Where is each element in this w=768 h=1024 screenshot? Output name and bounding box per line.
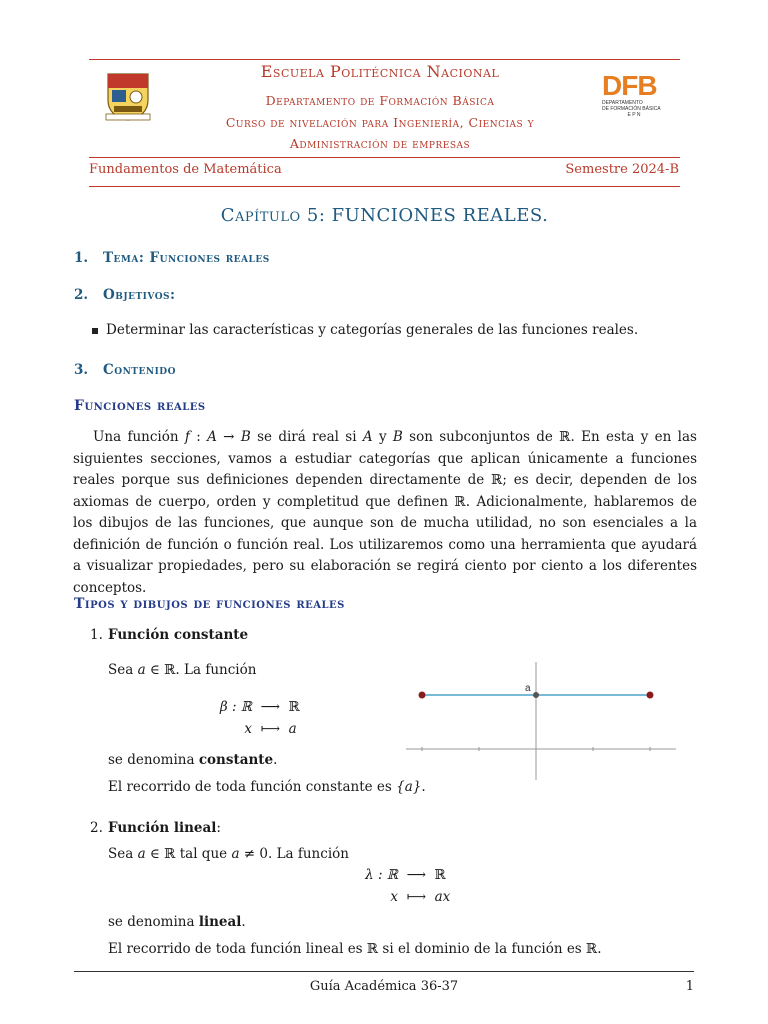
map-var: x: [244, 721, 252, 737]
epn-logo: [104, 70, 152, 122]
item-2-denomina: [108, 914, 246, 930]
footer-rule: [74, 971, 694, 972]
item-2-map-row-2: [356, 886, 450, 908]
intro-text-2: se dirá real si: [250, 429, 363, 445]
intro-paragraph: [73, 427, 697, 599]
item-1-sea-text: Sea: [108, 662, 138, 678]
header-mid-rule: [89, 157, 680, 158]
dfb-logo: [602, 72, 666, 120]
graph-intercept-point: [533, 692, 539, 698]
header-top-rule: [89, 59, 680, 60]
subsection-funciones-reales: Funciones reales: [74, 398, 206, 414]
item-1-denomina: [108, 752, 277, 768]
constant-function-graph: [400, 660, 680, 782]
map2-var: x: [390, 889, 398, 905]
subsection-tipos: Tipos y dibujos de funciones reales: [74, 596, 345, 612]
dfb-logo-line3: E P N: [627, 112, 641, 118]
section-1-title: Tema: Funciones reales: [103, 250, 270, 266]
map2-arrow: ⟶: [406, 867, 426, 883]
dfb-logo-line1: DEPARTAMENTO: [602, 100, 643, 106]
item-1-denomina-bold: constante: [198, 752, 274, 768]
item-2-number: 2.: [90, 820, 103, 836]
item-2-in-text: ∈ ℝ tal que: [145, 846, 232, 862]
math-f: f: [184, 429, 190, 445]
map-domain-label: β : ℝ: [219, 699, 252, 715]
dfb-logo-mark: DFB: [602, 70, 657, 101]
intro-text-3: son subconjuntos de ℝ. En esta y en las siguientes secciones, vamos a estudiar categorías que aplican únicamente a funciones reales porque sus definiciones dependen directamente de ℝ; es decir, dependen de los axiomas de cuerpo, orden y completitud que definen ℝ. Adicionalmente, hablaremos de los dibujos de las funciones, que aunque son de mucha utilidad, no son esenciales a la definición de función o función real. Los utilizaremos como una herramienta que ayudará a visualizar propiedades, pero su elaboración se regirá ciento por ciento a los diferentes conceptos.: [73, 429, 697, 596]
section-3-number: 3.: [74, 362, 89, 378]
map2-value: ax: [434, 889, 451, 905]
item-2-recorrido: El recorrido de toda función lineal es ℝ si el dominio de la función es ℝ.: [108, 941, 602, 957]
math-a-lineal-2: a: [231, 846, 240, 862]
section-1-number: 1.: [74, 250, 89, 266]
math-A-2: A: [362, 429, 373, 445]
item-1-map-row-1: [210, 696, 300, 718]
subject-name: Fundamentos de Matemática: [89, 162, 282, 177]
objective-text: Determinar las características y categorías generales de las funciones reales.: [106, 322, 639, 338]
item-2-mapping: [356, 864, 450, 908]
item-1-in-text: ∈ ℝ. La función: [145, 662, 257, 678]
course-line-1: Curso de nivelación para Ingeniería, Ciencias y: [225, 115, 535, 130]
header-bottom-rule: [89, 186, 680, 187]
section-2-title: Objetivos:: [103, 287, 176, 303]
item-2-denomina-post: .: [241, 914, 246, 930]
section-3-title: Contenido: [103, 362, 176, 378]
math-B: B: [240, 429, 251, 445]
item-2-sea: [108, 846, 349, 862]
item-1-sea: [108, 662, 256, 678]
graph-right-point: [647, 692, 654, 699]
graph-a-label: a: [525, 683, 531, 694]
math-A: A: [207, 429, 217, 445]
map2-domain-label: λ : ℝ: [365, 867, 398, 883]
dfb-logo-line2: DE FORMACIÓN BÁSICA: [602, 106, 661, 112]
item-2-map-row-1: [356, 864, 450, 886]
map-arrow: ⟶: [260, 699, 280, 715]
map-value: a: [288, 721, 297, 737]
section-2-number: 2.: [74, 287, 89, 303]
item-2-neq-text: ≠ 0. La función: [239, 846, 349, 862]
math-a: a: [137, 662, 146, 678]
item-2-title-colon: :: [216, 820, 221, 836]
item-1-denomina-pre: se denomina: [108, 752, 199, 768]
semester-label: Semestre 2024-B: [565, 162, 679, 177]
map2-codomain: ℝ: [434, 867, 446, 883]
chapter-title: Capítulo 5: FUNCIONES REALES.: [220, 205, 549, 226]
item-1-mapping: [210, 696, 300, 740]
map-codomain: ℝ: [288, 699, 300, 715]
objective-item: [92, 322, 638, 338]
item-1-recorrido-pre: El recorrido de toda función constante es: [108, 779, 397, 795]
epn-shield-icon: [104, 70, 152, 122]
math-colon: :: [189, 429, 208, 445]
item-1-recorrido: [108, 779, 426, 795]
footer-page-number: 1: [685, 979, 694, 994]
footer-guide: Guía Académica 36-37: [309, 979, 459, 994]
item-1-title: Función constante: [108, 627, 249, 643]
institution-name: Escuela Politécnica Nacional: [260, 62, 500, 81]
item-1-recorrido-post: .: [421, 779, 426, 795]
item-2-denomina-bold: lineal: [198, 914, 242, 930]
item-2-sea-text: Sea: [108, 846, 138, 862]
item-1-denomina-post: .: [273, 752, 278, 768]
item-1-number: 1.: [90, 627, 103, 643]
math-a-lineal: a: [137, 846, 146, 862]
map2-to-arrow: ⟼: [406, 889, 426, 905]
square-bullet-icon: [92, 328, 98, 334]
item-1-recorrido-set: {a}: [396, 779, 422, 795]
item-2-title: Función lineal: [108, 820, 217, 836]
graph-left-point: [419, 692, 426, 699]
math-B-2: B: [392, 429, 403, 445]
intro-text-1: Una función: [93, 429, 185, 445]
department-name: Departamento de Formación Básica: [265, 93, 495, 108]
intro-text-y: y: [372, 429, 393, 445]
course-line-2: Administración de empresas: [289, 136, 471, 151]
math-arrow: →: [216, 429, 241, 445]
map-to-arrow: ⟼: [260, 721, 280, 737]
item-2-title-wrap: [108, 820, 221, 836]
item-1-map-row-2: [210, 718, 300, 740]
item-2-denomina-pre: se denomina: [108, 914, 199, 930]
